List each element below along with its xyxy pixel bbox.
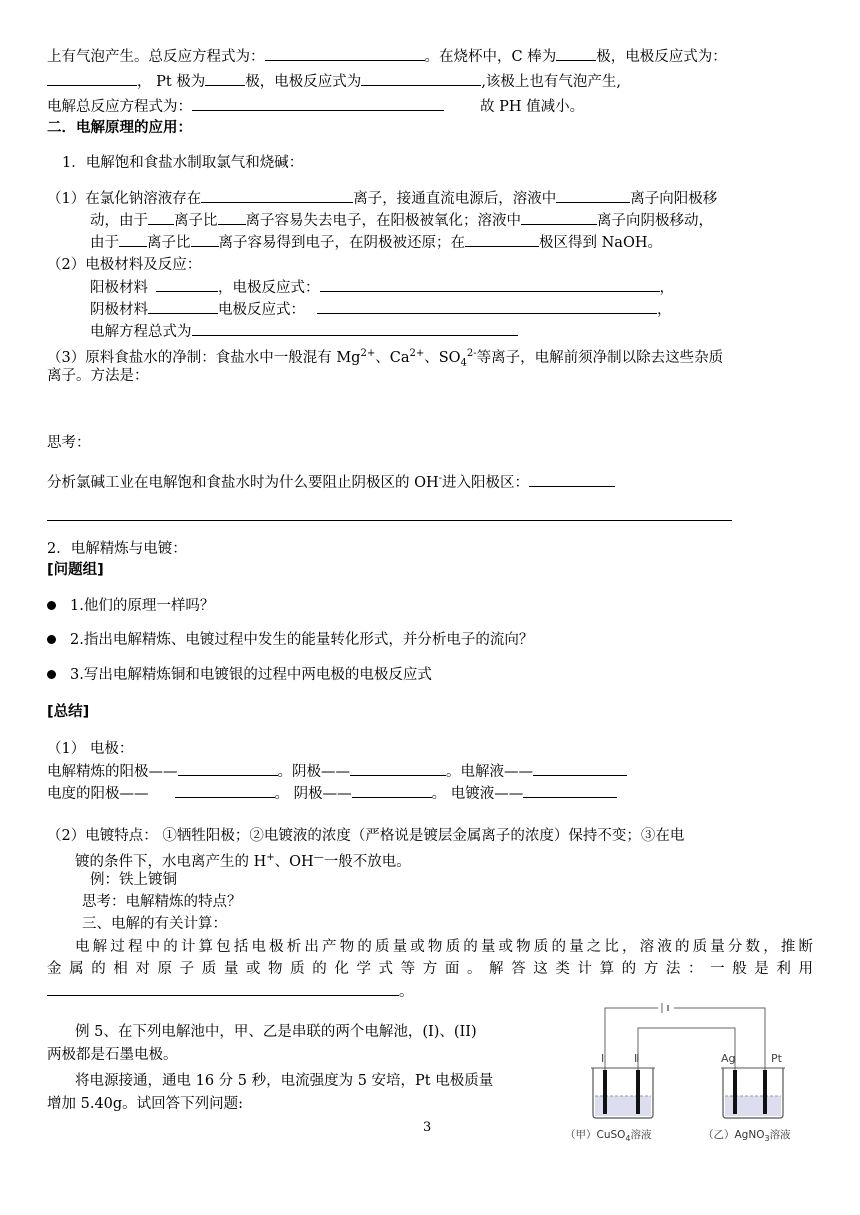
electrode-ag [733, 1070, 737, 1114]
think-label: 思考： [47, 435, 91, 451]
circuit-wire-outer [605, 1008, 765, 1070]
blank-total-equation[interactable] [265, 46, 425, 61]
electrode-heading: （1） 电极： [47, 741, 134, 757]
label-electrode-ii: Ⅱ [634, 1052, 640, 1065]
calc-line-3: 。 [47, 981, 414, 1002]
line-3: 电解总反应方程式为： 故 PH 值减小。 [47, 96, 584, 117]
section-3-heading: 三、电解的有关计算： [82, 916, 227, 932]
example-iron-copper: 例：铁上镀铜 [90, 872, 177, 888]
blank-cathode-material[interactable] [148, 299, 218, 314]
blank-ion-b[interactable] [218, 210, 246, 225]
blank-c-rod-equation[interactable] [47, 71, 137, 86]
blank-total-formula[interactable] [192, 321, 518, 336]
calc-line-2: 金属的相对原子质量或物质的化学式等方面。解答这类计算的方法：一般是利用 [47, 961, 813, 977]
electrode-pt [763, 1070, 767, 1114]
question-group-heading: [问题组] [47, 562, 104, 578]
line-1: 上有气泡产生。总反应方程式为： 。在烧杯中，C 棒为 极，电极反应式为： [47, 46, 727, 67]
blank-refining-cathode[interactable] [350, 761, 446, 776]
page-number: 3 [423, 1120, 432, 1135]
blank-calc-method[interactable] [47, 981, 399, 996]
q2-heading: （2）电极材料及反应： [47, 257, 202, 273]
blank-ions-to-cathode[interactable] [521, 210, 597, 225]
blank-plating-solution[interactable] [523, 783, 617, 798]
answer-line[interactable] [47, 520, 732, 521]
caption-yi: （乙）AgNO$_3$溶液 [703, 1129, 791, 1143]
blank-anode-equation[interactable] [320, 277, 660, 292]
blank-ion-d[interactable] [191, 232, 219, 247]
blank-ion-a[interactable] [148, 210, 174, 225]
caption-jia: （甲）CuSO$_4$溶液 [565, 1129, 652, 1143]
subsection-2-heading: 2．电解精炼与电镀： [47, 541, 187, 557]
bullet-icon [47, 601, 56, 610]
electrolysis-circuit-diagram [555, 1000, 805, 1145]
plating-features-line-1: （2）电镀特点： ①牺牲阳极；②电镀液的浓度（严格说是镀层金属离子的浓度）保持不变；③在电 [47, 828, 685, 844]
electrode-ii [636, 1070, 640, 1114]
blank-plating-cathode[interactable] [352, 783, 432, 798]
q3-line-1: （3）原料食盐水的净制：食盐水中一般混有 $Mg^{2+}$、$Ca^{2+}$、$SO_4^{2-}$等离子，电解前须净制以除去这些杂质 [47, 348, 724, 369]
example5-line-1: 例 5、在下列电解池中，甲、乙是串联的两个电解池，(I)、(II) [75, 1024, 477, 1040]
think-refining: 思考：电解精炼的特点？ [82, 894, 242, 910]
summary-heading: [总结] [47, 704, 90, 720]
blank-c-rod-pole[interactable] [556, 46, 596, 61]
blank-refining-electrolyte[interactable] [533, 761, 627, 776]
beaker-yi [721, 1068, 785, 1118]
battery-icon [658, 1002, 674, 1014]
example5-line-2: 两极都是石墨电极。 [47, 1047, 178, 1063]
bullet-icon [47, 635, 56, 644]
bullet-3: 3.写出电解精炼铜和电镀银的过程中两电极的电极反应式 [47, 665, 432, 685]
p1-line-2: 动，由于 离子比 离子容易失去电子，在阳极被氧化；溶液中 离子向阴极移动， [90, 210, 713, 231]
think-question: 分析氯碱工业在电解饱和食盐水时为什么要阻止阴极区的 OH-进入阳极区： [47, 469, 615, 493]
label-electrode-ag: Ag [721, 1052, 736, 1065]
blank-pt-pole[interactable] [205, 71, 245, 86]
electrode-i [603, 1070, 607, 1114]
line-2: ， Pt 极为 极，电极反应式为 ,该极上也有气泡产生, [47, 71, 621, 92]
beaker-jia [591, 1068, 655, 1118]
p1-line-3: 由于 离子比 离子容易得到电子，在阴极被还原；在 极区得到 NaOH。 [90, 232, 662, 253]
calc-line-1: 电解过程中的计算包括电极析出产物的质量或物质的量或物质的量之比，溶液的质量分数，推断 [75, 939, 813, 955]
bullet-icon [47, 670, 56, 679]
blank-pt-equation[interactable] [361, 71, 481, 86]
blank-naoh-pole[interactable] [465, 232, 539, 247]
blank-plating-anode[interactable] [175, 783, 275, 798]
q3-line-2: 离子。方法是： [47, 368, 149, 384]
blank-overall-equation[interactable] [192, 96, 444, 111]
blank-refining-anode[interactable] [178, 761, 278, 776]
blank-anode-material[interactable] [156, 277, 218, 292]
label-electrode-pt: Pt [771, 1052, 782, 1065]
cathode-line: 阴极材料 电极反应式： ， [90, 299, 672, 320]
plating-features-line-2: 镀的条件下，水电离产生的 H+、OH—一般不放电。 [75, 852, 411, 870]
example5-line-3: 将电源接通，通电 16 分 5 秒，电流强度为 5 安培，Pt 电极质量 [75, 1073, 494, 1089]
anode-line: 阳极材料 ，电极反应式： ， [90, 277, 674, 298]
blank-cathode-equation[interactable] [317, 299, 657, 314]
blank-think-answer[interactable] [529, 472, 615, 487]
section-2-heading: 二．电解原理的应用： [47, 120, 192, 136]
blank-ions-present[interactable] [201, 188, 353, 203]
example5-line-4: 增加 5.40g。试回答下列问题: [47, 1096, 244, 1112]
plating-line: 电度的阳极—— 。 阴极—— 。 电镀液—— [47, 783, 617, 804]
label-electrode-i: Ⅰ [601, 1052, 605, 1065]
p1-line-1: （1）在氯化钠溶液存在 离子，接通直流电源后，溶液中 离子向阳极移 [47, 188, 717, 209]
bullet-2: 2.指出电解精炼、电镀过程中发生的能量转化形式，并分析电子的流向？ [47, 630, 533, 650]
bullet-1: 1.他们的原理一样吗？ [47, 596, 214, 616]
total-equation-line: 电解方程总式为 [90, 321, 518, 342]
subsection-1-heading: 1．电解饱和食盐水制取氯气和烧碱： [62, 155, 304, 171]
blank-ions-to-anode[interactable] [556, 188, 630, 203]
blank-ion-c[interactable] [119, 232, 147, 247]
refining-line: 电解精炼的阳极—— 。阴极—— 。电解液—— [47, 761, 627, 782]
